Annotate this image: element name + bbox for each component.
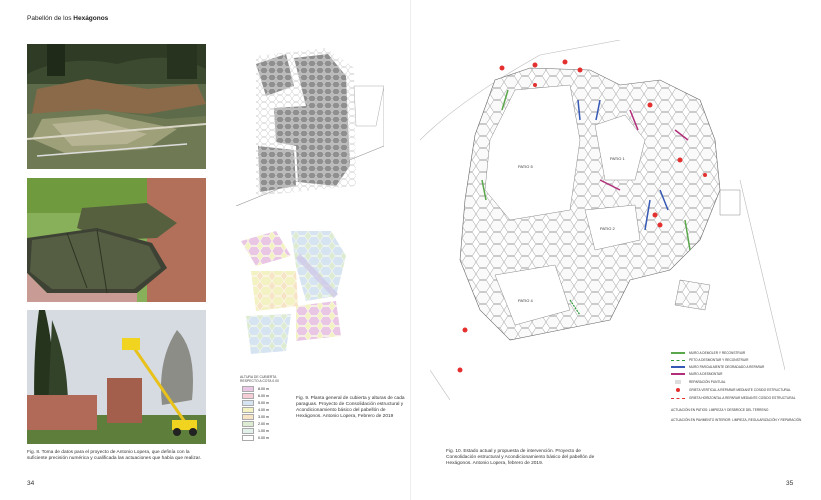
caption-fig9: Fig. 9. Planta general de cubierta y alturas de cada paraguas. Proyecto de Consolidación estructural y Acondicionamiento básico del pabellón de Hexágonos. Antonio Lopera, Febrero de 2019 (296, 396, 405, 419)
height-legend-item (242, 421, 269, 427)
boom-lift-image (27, 310, 206, 444)
page-number-left: 34 (27, 480, 35, 487)
photo-boom-lift (27, 310, 206, 444)
page-gutter (410, 0, 411, 500)
photo-roof-aerial (27, 44, 206, 169)
intervention-legend-item (671, 396, 796, 400)
legend-label: 6.00 m (258, 394, 269, 398)
legend-dot-wrap (671, 388, 685, 392)
patio-label: PATIO 2 (600, 226, 615, 231)
legend-swatch (242, 421, 254, 427)
roof-heights-plan (236, 226, 356, 361)
intervention-legend-item (671, 408, 768, 412)
legend-label: 5.00 m (258, 401, 269, 405)
legend-label: MURO PARCIALMENTE DEGRADADO A REPARAR (689, 365, 765, 369)
legend-label: ACTUACIÓN EN PAVIMENTO INTERIOR: LIMPIEZA, REGULARIZACIÓN Y REPARACIÓN (671, 418, 802, 422)
height-legend-item (242, 414, 269, 420)
legend-label: ACTUACIÓN EN PATIOS: LIMPIEZA Y DESBROCE DEL TERRENO (671, 408, 769, 412)
hexagon-roof-image (27, 178, 206, 302)
legend-label: GRIETA VERTICAL A REPARAR MEDIANTE COSIDO ESTRUCTURAL (689, 388, 791, 392)
photo-hexagon-roof (27, 178, 206, 302)
legend-swatch (242, 428, 254, 434)
running-header (27, 15, 108, 22)
roof-plan-drawing (236, 46, 384, 206)
page-number-right: 35 (786, 480, 794, 487)
legend-label: MURO A DEMOLER Y RECONSTRUIR (689, 351, 746, 355)
intervention-legend-item (671, 365, 764, 369)
legend-label: 2.00 m (258, 422, 269, 426)
legend-line-swatch (671, 352, 685, 353)
header-prefix: Pabellón de los (27, 15, 74, 22)
legend-label: 3.00 m (258, 415, 269, 419)
intervention-legend-item (671, 380, 726, 384)
height-legend-item (242, 407, 269, 413)
legend-line-swatch (671, 360, 685, 361)
caption-fig10: Fig. 10. Estado actual y propuesta de intervención. Proyecto de Consolidación estructural y Acondicionamiento básico del pabellón de Hexágonos. Antonio Lopera, febrero de 2019. (446, 449, 595, 466)
height-legend-item (242, 428, 269, 434)
legend-swatch (242, 386, 254, 392)
legend-swatch (242, 414, 254, 420)
patio-label: PATIO 5 (518, 164, 533, 169)
legend-label: MURO A DESMONTAR (689, 372, 723, 376)
legend-line-swatch (671, 373, 685, 374)
legend-line-swatch (671, 398, 685, 399)
header-title: Hexágonos (73, 15, 109, 22)
legend-label: 4.00 m (258, 408, 269, 412)
legend-label: 1.00 m (258, 429, 269, 433)
patio-label: PATIO 1 (610, 156, 625, 161)
legend-swatch (242, 393, 254, 399)
legend-dot-swatch (676, 388, 680, 392)
intervention-legend-item (671, 372, 722, 376)
legend-label: 0.00 m (258, 436, 269, 440)
legend-line-swatch (671, 366, 685, 367)
legend-swatch (242, 407, 254, 413)
height-legend-item (242, 435, 269, 441)
intervention-legend-item (671, 388, 791, 392)
caption-fig8: Fig. 8. Toma de datos para el proyecto de Antonio Lopera, que definía con la suficiente precisión numérica y cualificada las actuaciones que había que realizar. (27, 450, 202, 461)
height-legend-title: ALTURA DE CUBIERTA RESPECTO A COTA 0.00 (240, 375, 279, 383)
height-legend-item (242, 386, 269, 392)
roof-aerial-image (27, 44, 206, 169)
intervention-legend-item (671, 358, 748, 362)
legend-swatch (242, 400, 254, 406)
intervention-legend-item (671, 418, 801, 422)
height-legend-item (242, 393, 269, 399)
legend-box-swatch (675, 380, 681, 384)
legend-swatch (242, 435, 254, 441)
legend-label: 8.00 m (258, 387, 269, 391)
intervention-legend-item (671, 351, 745, 355)
height-legend-item (242, 400, 269, 406)
legend-label: REPARACIÓN PUNTUAL (689, 380, 726, 384)
legend-label: GRIETA HORIZONTAL A REPARAR MEDIANTE COSIDO ESTRUCTURAL (689, 396, 796, 400)
intervention-plan-drawing (420, 40, 785, 400)
legend-label: PETO A DESMONTAR Y RECONSTRUIR (689, 358, 749, 362)
patio-label: PATIO 4 (518, 298, 533, 303)
